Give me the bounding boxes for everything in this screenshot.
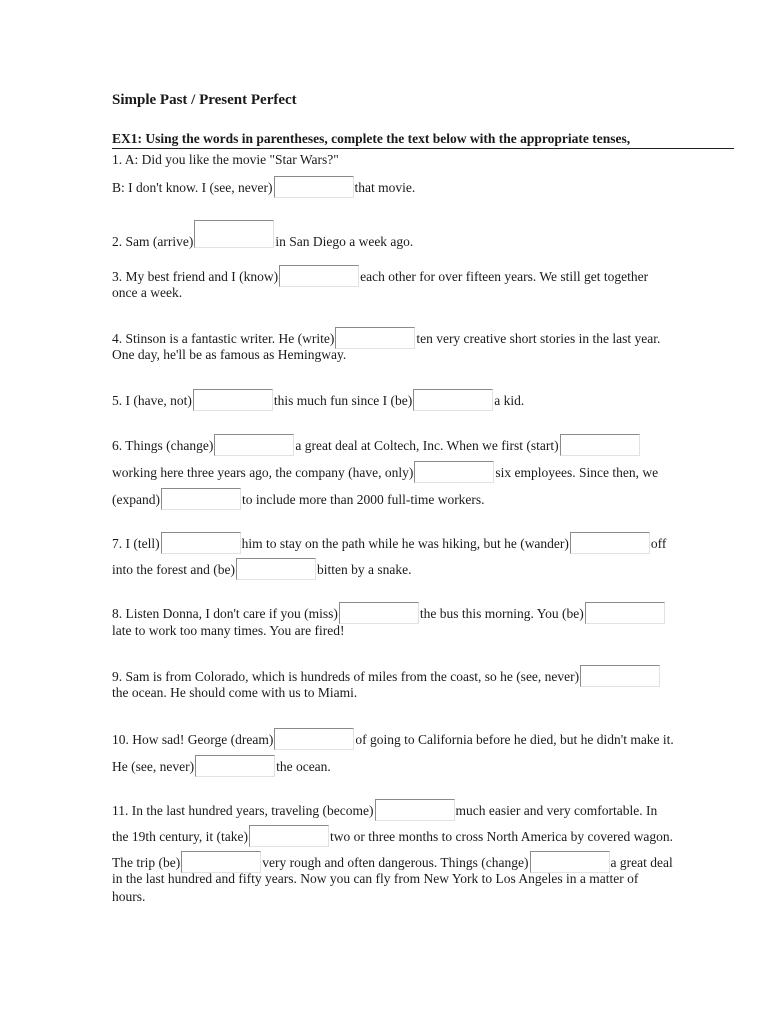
answer-field-q6a[interactable] — [214, 434, 294, 456]
q7-line-2: into the forest and (be) bitten by a snake. — [112, 558, 411, 580]
q6-line-3: (expand) to include more than 2000 full-time workers. — [112, 488, 485, 510]
answer-field-q8a[interactable] — [339, 602, 419, 624]
q7-line-1: 7. I (tell) him to stay on the path while he was hiking, but he (wander) off — [112, 532, 666, 554]
q1-line-b: B: I don't know. I (see, never) that movie. — [112, 176, 415, 198]
q5-line: 5. I (have, not) this much fun since I (be) a kid. — [112, 389, 524, 411]
answer-field-q5b[interactable] — [413, 389, 493, 411]
q11-line-5: hours. — [112, 889, 146, 904]
q11-line-4: in the last hundred and fifty years. Now you can fly from New York to Los Angeles in a matter of — [112, 871, 639, 886]
q4-line-1: 4. Stinson is a fantastic writer. He (write) ten very creative short stories in the last year. — [112, 327, 660, 349]
answer-field-q2[interactable] — [194, 220, 274, 248]
q4-line-2: One day, he'll be as famous as Hemingway. — [112, 347, 347, 362]
q8-line-1: 8. Listen Donna, I don't care if you (miss) the bus this morning. You (be) — [112, 602, 666, 624]
q6-line-1: 6. Things (change) a great deal at Coltech, Inc. When we first (start) — [112, 434, 641, 456]
q10-line-1: 10. How sad! George (dream) of going to California before he died, but he didn't make it. — [112, 728, 674, 750]
answer-field-q10b[interactable] — [195, 755, 275, 777]
q3-line-1: 3. My best friend and I (know) each other for over fifteen years. We still get together — [112, 265, 648, 287]
q11-line-3: The trip (be) very rough and often dangerous. Things (change) a great deal — [112, 851, 673, 873]
q8-line-2: late to work too many times. You are fired! — [112, 623, 345, 638]
answer-field-q7a[interactable] — [161, 532, 241, 554]
answer-field-q6b[interactable] — [560, 434, 640, 456]
answer-field-q3[interactable] — [279, 265, 359, 287]
q3-line-2: once a week. — [112, 285, 183, 300]
answer-field-q9[interactable] — [580, 665, 660, 687]
answer-field-q5a[interactable] — [193, 389, 273, 411]
answer-field-q7c[interactable] — [236, 558, 316, 580]
q11-line-2: the 19th century, it (take) two or three months to cross North America by covered wagon. — [112, 825, 673, 847]
q10-line-2: He (see, never) the ocean. — [112, 755, 331, 777]
answer-field-q11b[interactable] — [249, 825, 329, 847]
answer-field-q10a[interactable] — [274, 728, 354, 750]
answer-field-q11a[interactable] — [375, 799, 455, 821]
q1-line-a: 1. A: Did you like the movie "Star Wars?" — [112, 152, 339, 167]
q11-line-1: 11. In the last hundred years, traveling (become) much easier and very comfortable. In — [112, 799, 657, 821]
answer-field-q7b[interactable] — [570, 532, 650, 554]
instructions: EX1: Using the words in parentheses, complete the text below with the appropriate tenses, — [112, 131, 734, 149]
answer-field-q6c[interactable] — [414, 461, 494, 483]
answer-field-q4[interactable] — [335, 327, 415, 349]
q9-line-2: the ocean. He should come with us to Miami. — [112, 685, 358, 700]
q9-line-1: 9. Sam is from Colorado, which is hundreds of miles from the coast, so he (see, never) — [112, 665, 661, 687]
q6-line-2: working here three years ago, the company (have, only) six employees. Since then, we — [112, 461, 658, 483]
q2-line: 2. Sam (arrive) in San Diego a week ago. — [112, 220, 413, 251]
page-title: Simple Past / Present Perfect — [112, 92, 297, 108]
answer-field-q6d[interactable] — [161, 488, 241, 510]
answer-field-q1[interactable] — [274, 176, 354, 198]
answer-field-q8b[interactable] — [585, 602, 665, 624]
